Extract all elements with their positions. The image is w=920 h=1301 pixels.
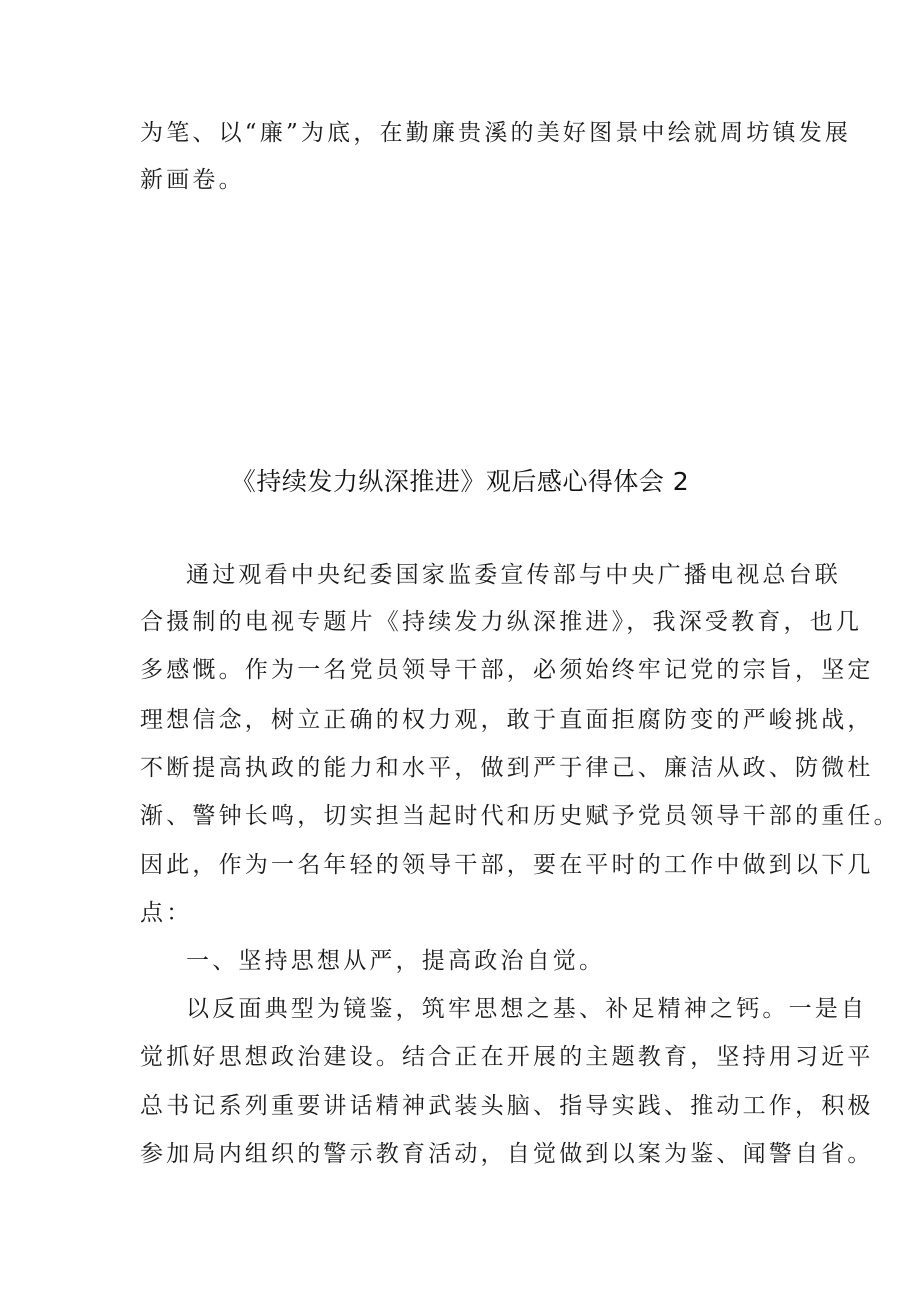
paragraph-1-line-8: 点：: [140, 900, 193, 926]
paragraph-1-line-3: 多感慨。作为一名党员领导干部，必须始终牢记党的宗旨，坚定: [140, 657, 874, 683]
paragraph-3-line-3: 总书记系列重要讲话精神武装头脑、指导实践、推动工作，积极: [140, 1093, 874, 1119]
paragraph-1-line-1: 通过观看中央纪委国家监委宣传部与中央广播电视总台联: [186, 562, 841, 588]
paragraph-3-line-2: 觉抓好思想政治建设。结合正在开展的主题教育，坚持用习近平: [140, 1044, 874, 1070]
section-heading-1: 一、坚持思想从严，提高政治自觉。: [186, 948, 606, 974]
page-title: 《持续发力纵深推进》观后感心得体会 2: [230, 467, 690, 496]
paragraph-3-line-1: 以反面典型为镜鉴，筑牢思想之基、补足精神之钙。一是自: [186, 996, 868, 1022]
paragraph-1-line-4: 理想信念，树立正确的权力观，敢于直面拒腐防变的严峻挑战，: [140, 707, 874, 733]
paragraph-1-line-6: 渐、警钟长鸣，切实担当起时代和历史赋予党员领导干部的重任。: [140, 803, 900, 829]
paragraph-1-line-5: 不断提高执政的能力和水平，做到严于律己、廉洁从政、防微杜: [140, 755, 874, 781]
paragraph-3-line-4: 参加局内组织的警示教育活动，自觉做到以案为鉴、闻警自省。: [140, 1141, 874, 1167]
paragraph-1-line-2: 合摄制的电视专题片《持续发力纵深推进》，我深受教育，也几: [140, 609, 863, 635]
paragraph-1-line-7: 因此，作为一名年轻的领导干部，要在平时的工作中做到以下几: [140, 852, 874, 878]
continuation-line-1: 为笔、以“廉”为底，在勤廉贵溪的美好图景中绘就周坊镇发展: [140, 120, 852, 146]
continuation-line-2: 新画卷。: [140, 167, 245, 193]
